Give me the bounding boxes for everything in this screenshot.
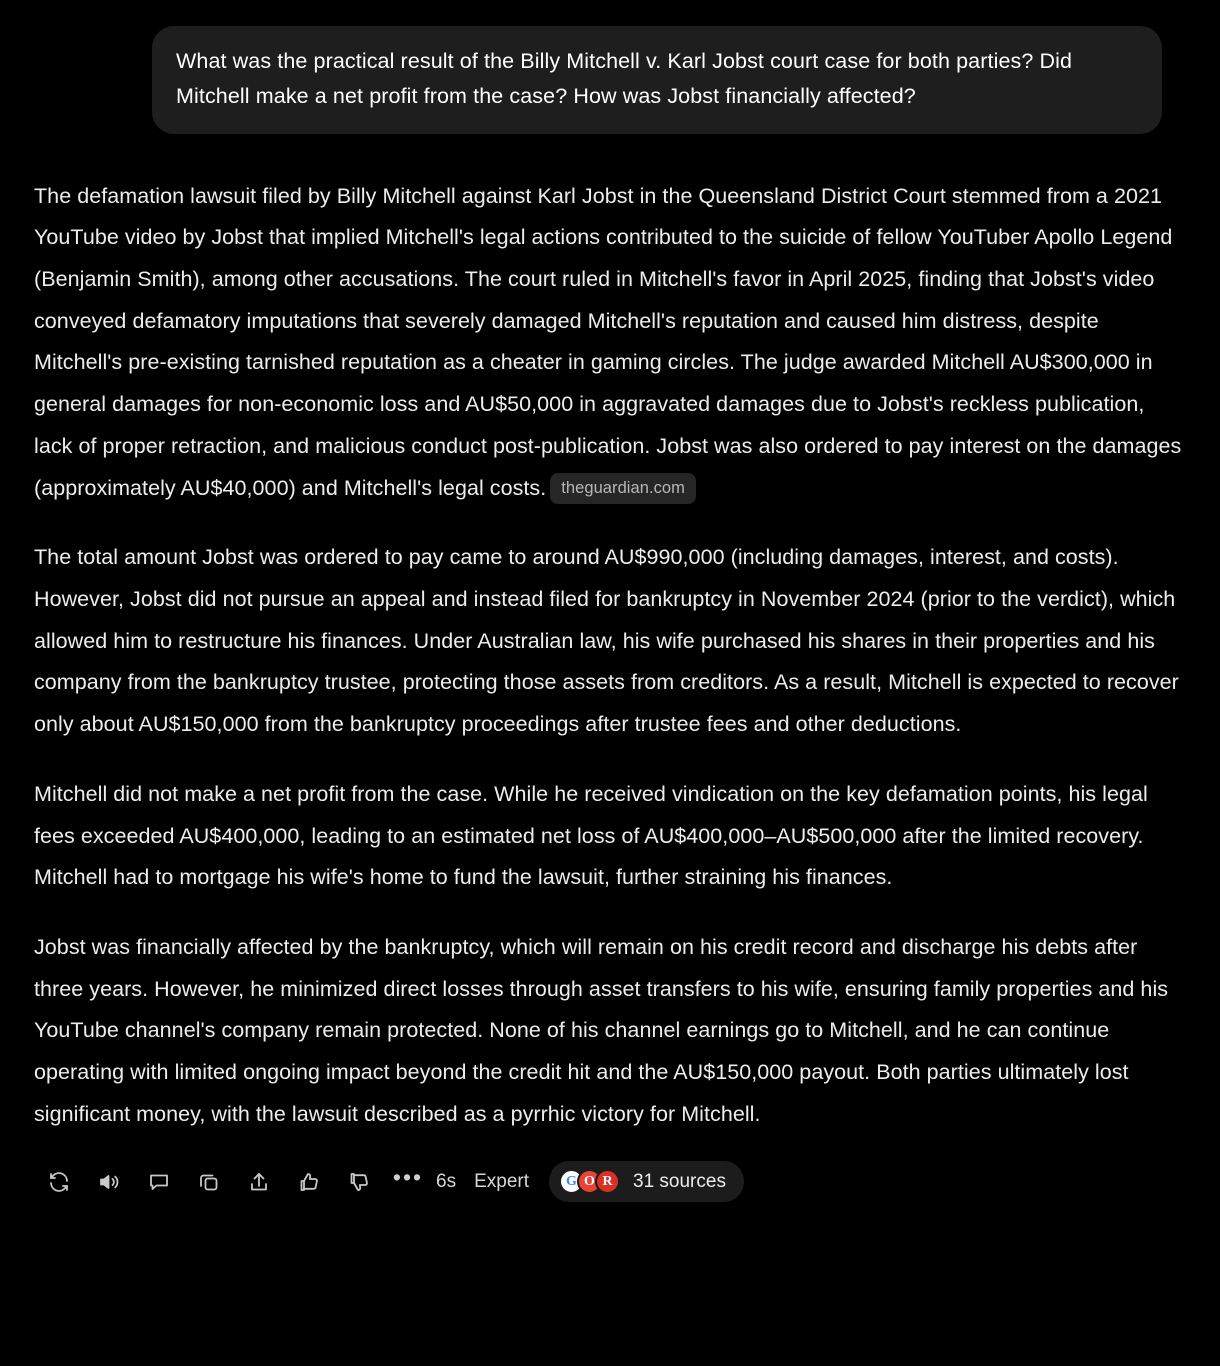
- copy-icon[interactable]: [184, 1162, 234, 1202]
- answer-action-bar: [0, 1147, 1220, 1228]
- share-icon[interactable]: [234, 1162, 284, 1202]
- answer-paragraph-4: Jobst was financially affected by the bankruptcy, which will remain on his credit record and discharge his debts after three years. However, he minimized direct losses through asset transfers to his wife, ensuring family properties and his YouTube channel's company remain protected. None of his channel earnings go to Mitchell, and he can continue operating with limited ongoing impact beyond the credit hit and the AU$150,000 payout. Both parties ultimately lost significant money, with the lawsuit described as a pyrrhic victory for Mitchell.: [34, 934, 1169, 1126]
- answer-paragraph-3: Mitchell did not make a net profit from the case. While he received vindication on the key defamation points, his legal fees exceeded AU$400,000, leading to an estimated net loss of AU$400,000–AU$500,000 after the limited recovery. Mitchell had to mortgage his wife's home to fund the lawsuit, further straining his finances.: [34, 781, 1148, 890]
- source-chip[interactable]: theguardian.com: [550, 473, 696, 505]
- answer-paragraph-2: The total amount Jobst was ordered to pay came to around AU$990,000 (including damages, interest, and costs). However, Jobst did not pursue an appeal and instead filed for bankruptcy in November 2024 (prior to the verdict), which allowed him to restructure his finances. Under Australian law, his wife purchased his shares in their properties and his company from the bankruptcy trustee, protecting those assets from creditors. As a result, Mitchell is expected to recover only about AU$150,000 from the bankruptcy proceedings after trustee fees and other deductions.: [34, 545, 1179, 737]
- user-prompt-text: What was the practical result of the Billy Mitchell v. Karl Jobst court case for both parties? Did Mitchell make a net profit from the case? How was Jobst financially affected?: [176, 49, 1073, 108]
- favicon-secondary: O: [577, 1169, 602, 1194]
- speaker-icon[interactable]: [84, 1162, 134, 1202]
- favicon-google: G: [559, 1169, 584, 1194]
- user-prompt-bubble: [152, 26, 1162, 134]
- assistant-answer: [0, 134, 1220, 1136]
- sources-pill[interactable]: [549, 1161, 744, 1202]
- more-options-icon[interactable]: •••: [392, 1163, 424, 1190]
- answer-paragraph-1-text: The defamation lawsuit filed by Billy Mitchell against Karl Jobst in the Queensland District Court stemmed from a 2021 YouTube video by Jobst that implied Mitchell's legal actions contributed to the suicide of fellow YouTuber Apollo Legend (Benjamin Smith), among other accusations. The court ruled in Mitchell's favor in April 2025, finding that Jobst's video conveyed defamatory imputations that severely damaged Mitchell's reputation and caused him distress, despite Mitchell's pre-existing tarnished reputation as a cheater in gaming circles. The judge awarded Mitchell AU$300,000 in general damages for non-economic loss and AU$50,000 in aggravated damages due to Jobst's reckless publication, lack of proper retraction, and malicious conduct post-publication. Jobst was also ordered to pay interest on the damages (approximately AU$40,000) and Mitchell's legal costs.: [34, 183, 1182, 500]
- model-label: Expert: [474, 1170, 529, 1192]
- comment-icon[interactable]: [134, 1162, 184, 1202]
- favicon-tertiary: R: [595, 1169, 620, 1194]
- regenerate-icon[interactable]: [34, 1162, 84, 1202]
- elapsed-time: 6s: [436, 1170, 457, 1192]
- source-favicons: [559, 1169, 613, 1194]
- answer-paragraph-1: [34, 176, 1186, 510]
- thumbs-up-icon[interactable]: [284, 1162, 334, 1202]
- user-prompt-row: [0, 0, 1220, 134]
- thumbs-down-icon[interactable]: [334, 1162, 384, 1202]
- sources-count-label: 31 sources: [633, 1170, 726, 1192]
